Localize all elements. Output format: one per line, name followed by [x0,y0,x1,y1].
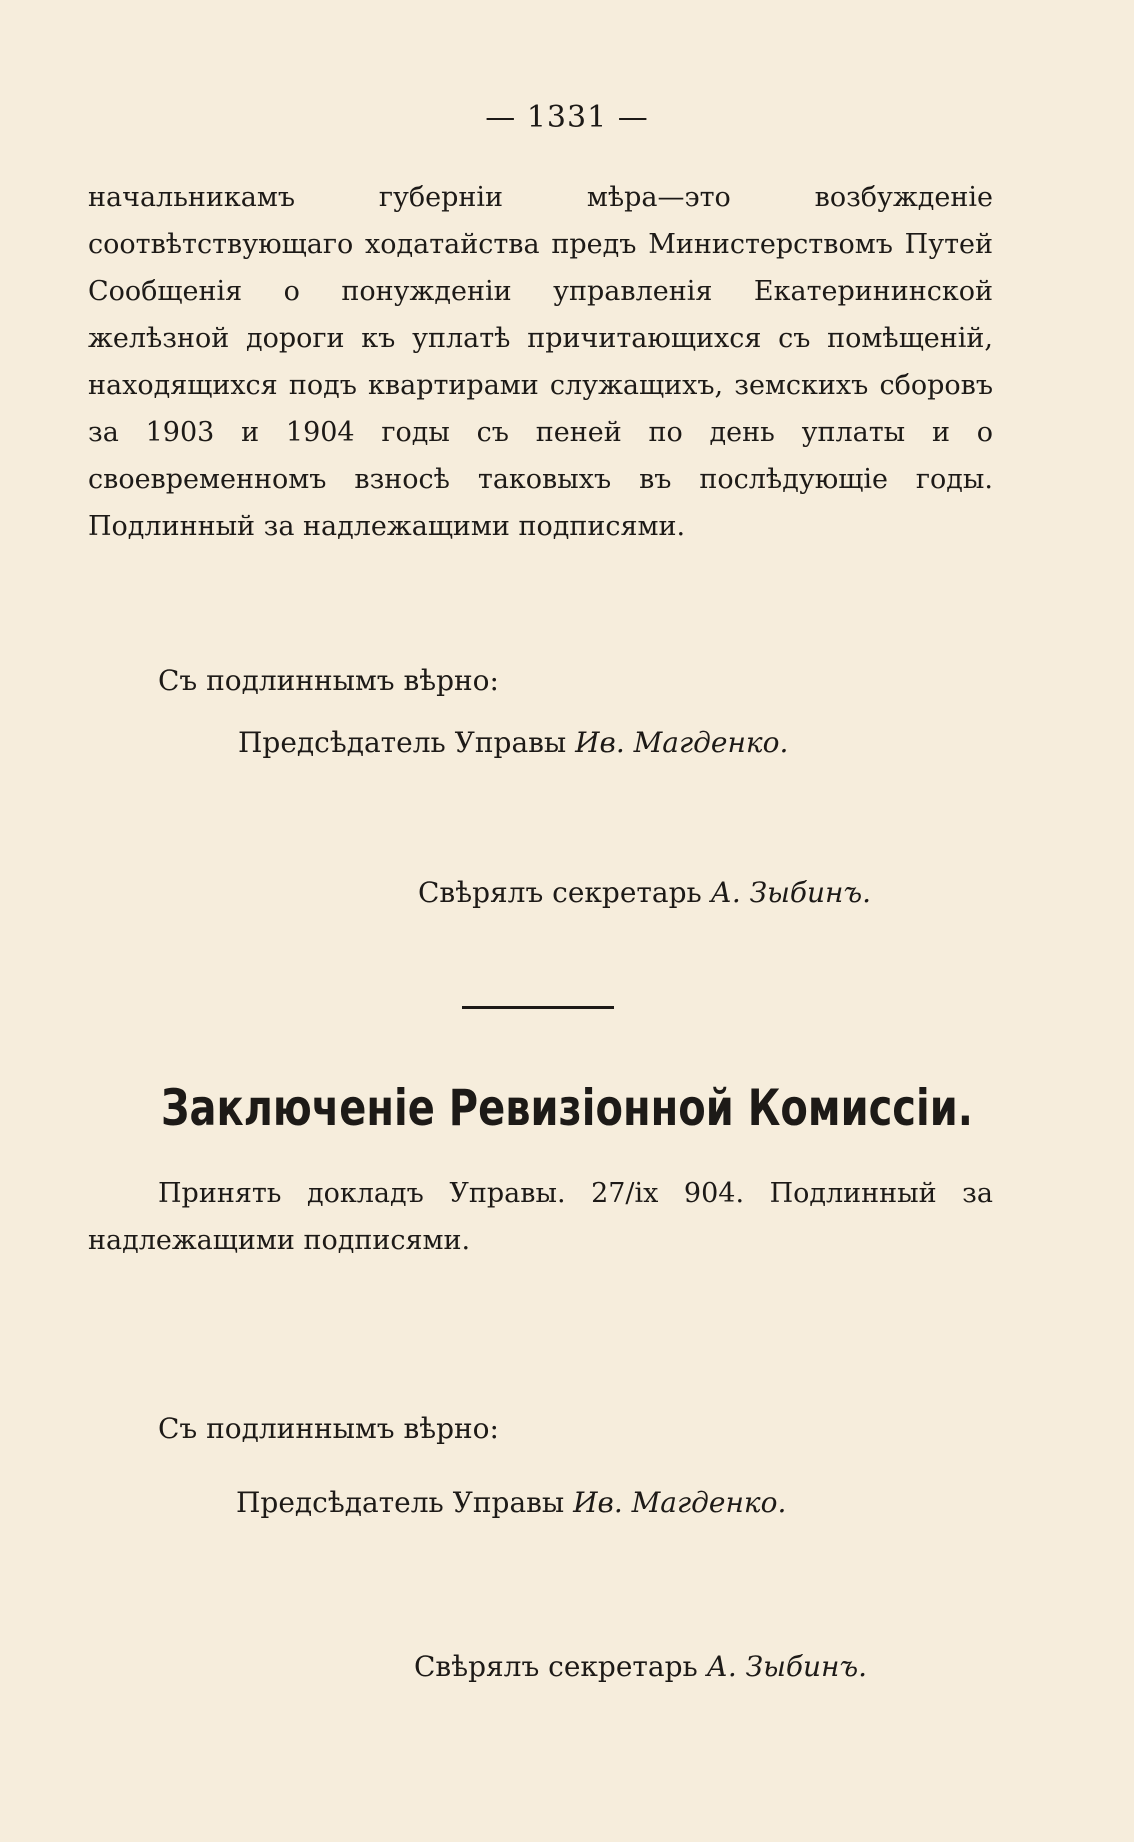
secretary-signature [418,876,871,909]
secretary-label: Свѣрялъ секретарь [414,1650,698,1683]
chairman-label: Предсѣдатель Управы [236,1486,565,1519]
chairman-signature [238,726,788,759]
secretary-name: А. Зыбинъ. [710,876,872,909]
chairman-label: Предсѣдатель Управы [238,726,567,759]
paragraph-main: начальникамъ губерніи мѣра—это возбужденіе соотвѣтствующаго ходатайства предъ Министерствомъ Путей Сообщенія о понужденіи управленія Екатерининской желѣзной дороги къ уплатѣ причитающихся съ помѣщеній, находящихся подъ квартирами служащихъ, земскихъ сборовъ за 1903 и 1904 годы съ пеней по день уплаты и о своевременномъ взносѣ таковыхъ въ послѣдующіе годы. Подлинный за надлежащими подписями. [88,182,993,542]
certified-line: Съ подлиннымъ вѣрно: [158,664,499,697]
secretary-signature-2 [414,1650,867,1683]
section-divider [462,1006,614,1009]
chairman-name: Ив. Магденко. [575,726,789,759]
chairman-name: Ив. Магденко. [573,1486,787,1519]
chairman-signature-2 [236,1486,786,1519]
certified-line-2: Съ подлиннымъ вѣрно: [158,1412,499,1445]
secretary-label: Свѣрялъ секретарь [418,876,702,909]
page-number: — 1331 — [485,100,649,135]
section-heading: Заключеніе Ревизіонной Комиссіи. [161,1080,973,1138]
paragraph-commission: Принять докладъ Управы. 27/ix 904. Подлинный за надлежащими подписями. [88,1178,993,1256]
secretary-name: А. Зыбинъ. [706,1650,868,1683]
